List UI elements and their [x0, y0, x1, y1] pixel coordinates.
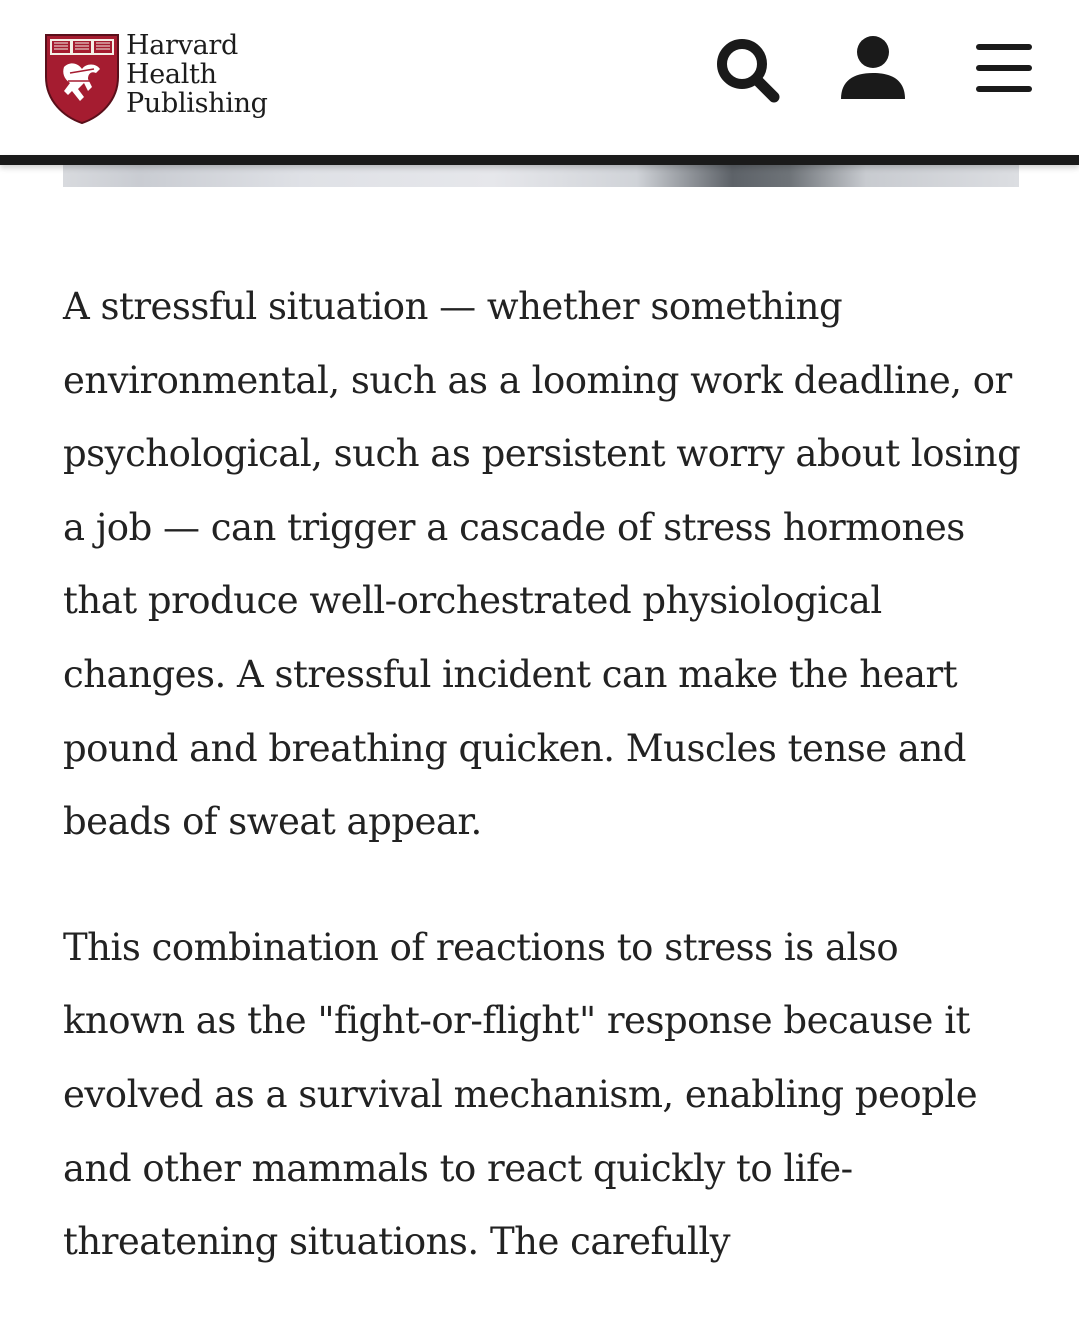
logo-line-publishing: Publishing — [126, 88, 268, 119]
logo-wordmark — [126, 31, 268, 118]
header-divider — [0, 155, 1079, 165]
account-button[interactable] — [838, 35, 908, 105]
menu-button[interactable] — [974, 42, 1034, 94]
logo-line-harvard: Harvard — [126, 30, 238, 61]
article-body — [63, 270, 1023, 1279]
search-icon — [712, 35, 782, 105]
article-paragraph: This combination of reactions to stress is also known as the "fight-or-flight" response because it evolved as a survival mechanism, enabling people and other mammals to react quickly to life-threatening situations. The carefully — [63, 925, 978, 1264]
harvard-health-logo[interactable] — [44, 30, 268, 125]
hero-image — [63, 165, 1019, 187]
article-paragraph: A stressful situation — whether something environmental, such as a looming work deadline, or psychological, such as persistent worry about losing a job — can trigger a cascade of stress hormones that produce well-orchestrated physiological changes. A stressful incident can make the heart pound and breathing quicken. Muscles tense and beads of sweat appear. — [63, 285, 1021, 844]
hamburger-menu-icon — [974, 42, 1034, 94]
harvard-shield-logo — [44, 33, 120, 125]
logo-line-health: Health — [126, 59, 217, 90]
search-button[interactable] — [712, 35, 782, 105]
user-icon — [838, 35, 908, 105]
site-header — [0, 0, 1079, 155]
